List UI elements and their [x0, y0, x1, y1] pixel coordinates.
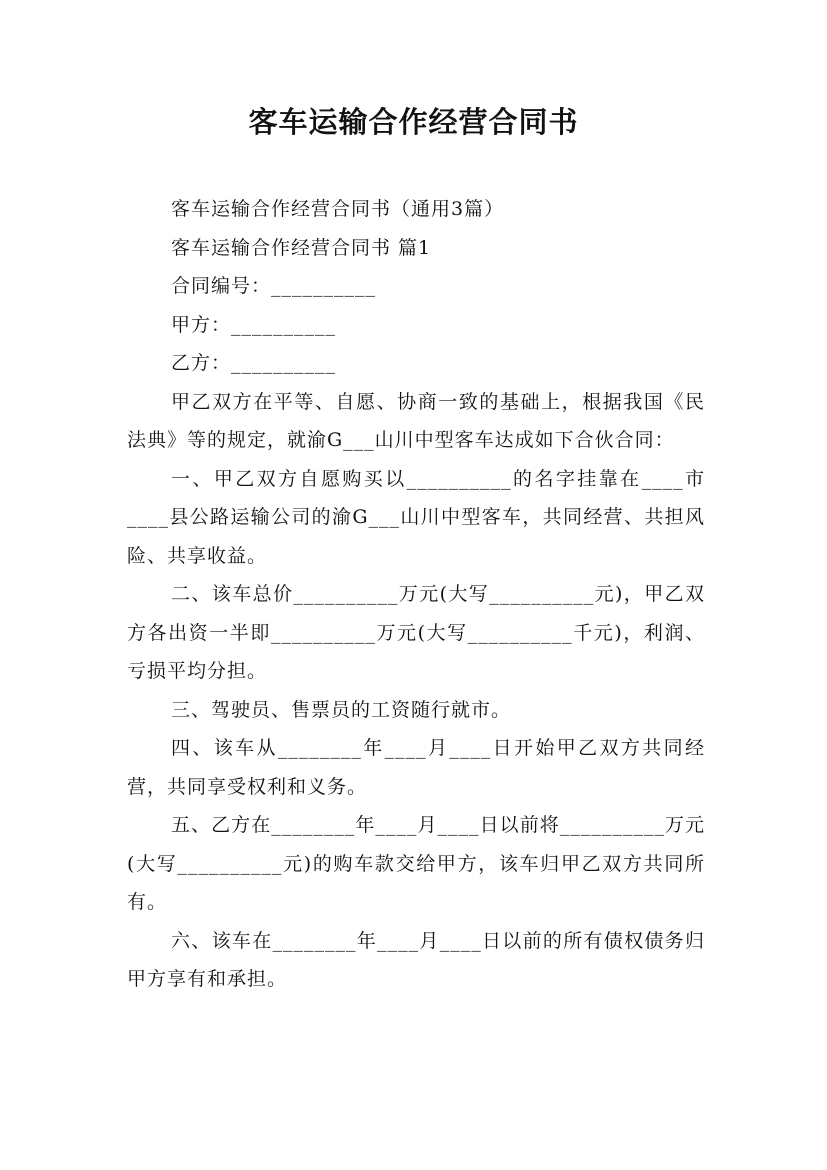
paragraph-contract-number: 合同编号：__________ [171, 275, 377, 297]
paragraph-clause-1: 一、甲乙双方自愿购买以__________的名字挂靠在____市____县公路运输公司的渝G___山川中型客车，共同经营、共担风险、共享收益。 [127, 467, 705, 567]
paragraph-clause-5: 五、乙方在________年____月____日以前将__________万元(大写__________元)的购车款交给甲方，该车归甲乙双方共同所有。 [127, 814, 705, 913]
paragraph-clause-2: 二、该车总价__________万元(大写__________元)，甲乙双方各出资一半即__________万元(大写__________千元)，利润、亏损平均分担。 [127, 583, 705, 682]
paragraph-section-heading: 客车运输合作经营合同书 篇1 [171, 236, 432, 259]
paragraph-clause-4: 四、该车从________年____月____日开始甲乙双方共同经营，共同享受权利和义务。 [127, 737, 705, 798]
paragraph-party-b: 乙方：__________ [171, 352, 337, 374]
document-title: 客车运输合作经营合同书 [248, 105, 579, 139]
paragraph-clause-3: 三、驾驶员、售票员的工资随行就市。 [171, 698, 512, 721]
paragraph-preamble: 甲乙双方在平等、自愿、协商一致的基础上，根据我国《民法典》等的规定，就渝G___山川中型客车达成如下合伙合同： [127, 390, 705, 451]
paragraph-party-a: 甲方：__________ [171, 313, 337, 336]
document-body [127, 190, 705, 999]
paragraph-clause-6: 六、该车在________年____月____日以前的所有债权债务归甲方享有和承担。 [127, 929, 705, 990]
paragraph-subtitle: 客车运输合作经营合同书（通用3篇） [171, 198, 505, 220]
